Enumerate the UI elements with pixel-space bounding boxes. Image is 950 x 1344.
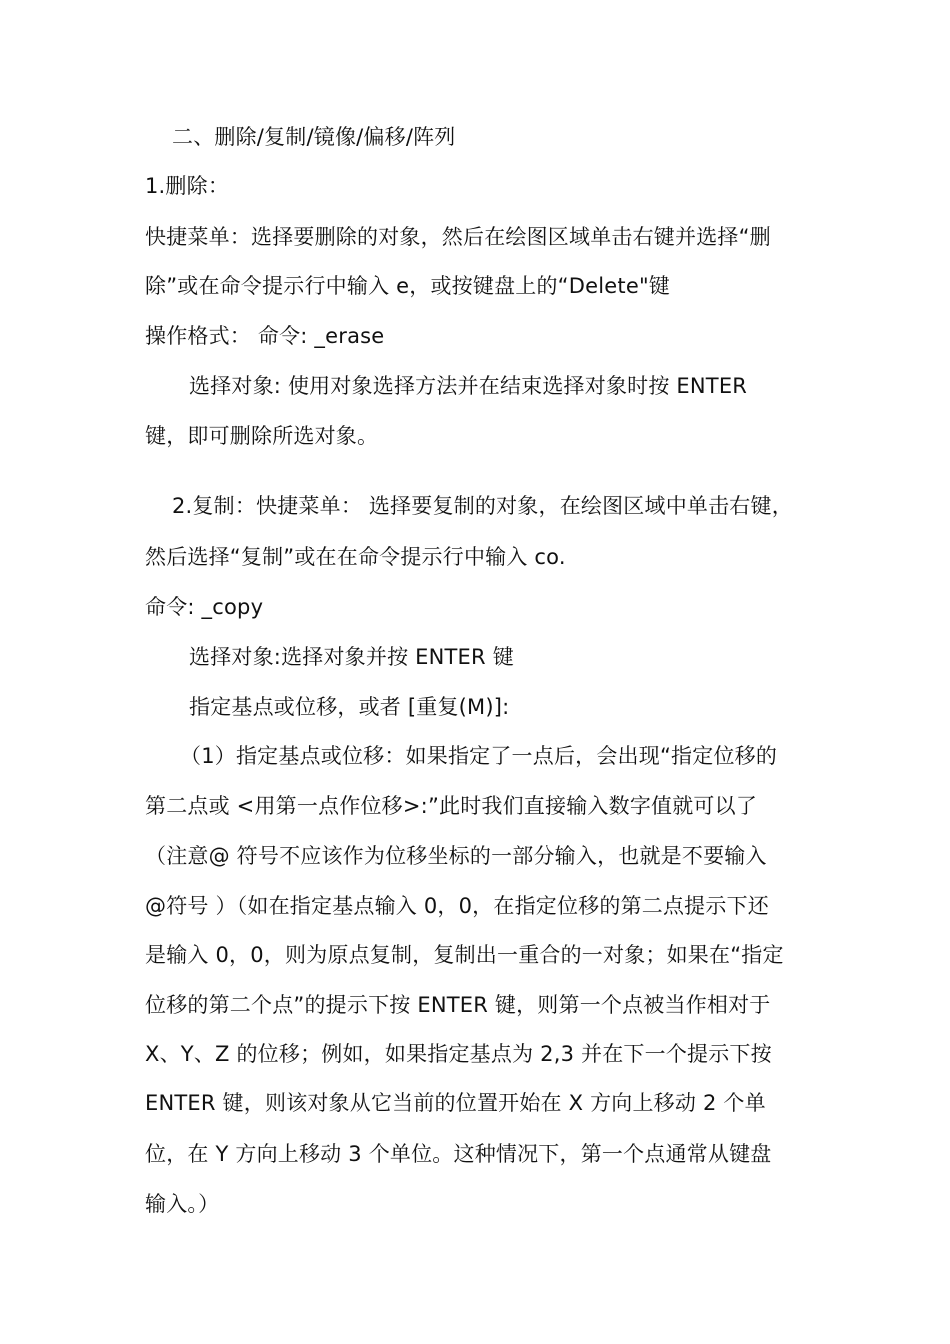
copy-command: 命令: _copy xyxy=(145,595,264,619)
copy-note-line-9: 位，在 Y 方向上移动 3 个单位。这种情况下，第一个点通常从键盘 xyxy=(145,1142,772,1166)
copy-note-line-2: 第二点或 <用第一点作位移>:”此时我们直接输入数字值就可以了 xyxy=(145,794,758,818)
copy-note-line-6: 位移的第二个点”的提示下按 ENTER 键，则第一个点被当作相对于 xyxy=(145,993,771,1017)
section-title: 二、删除/复制/镜像/偏移/阵列 xyxy=(172,125,456,149)
copy-note-line-4: @符号 ）（如在指定基点输入 0，0，在指定位移的第二点提示下还 xyxy=(145,894,769,918)
copy-select: 选择对象:选择对象并按 ENTER 键 xyxy=(189,645,514,669)
copy-note-line-10: 输入。） xyxy=(145,1192,220,1216)
copy-heading-line-2: 然后选择“复制”或在在命令提示行中输入 co. xyxy=(145,545,566,569)
delete-command-format: 操作格式： 命令: _erase xyxy=(145,324,385,348)
copy-base-point: 指定基点或位移，或者 [重复(M)]: xyxy=(189,695,510,719)
copy-note-line-1: （1）指定基点或位移：如果指定了一点后，会出现“指定位移的 xyxy=(180,744,778,768)
copy-note-line-8: ENTER 键，则该对象从它当前的位置开始在 X 方向上移动 2 个单 xyxy=(145,1091,766,1115)
delete-select-line-2: 键，即可删除所选对象。 xyxy=(145,424,379,448)
delete-shortcut-line-2: 除”或在命令提示行中输入 e，或按键盘上的“Delete"键 xyxy=(145,274,671,298)
delete-heading: 1.删除： xyxy=(145,174,230,198)
copy-note-line-3: （注意@ 符号不应该作为位移坐标的一部分输入，也就是不要输入 xyxy=(145,844,767,868)
copy-note-line-5: 是输入 0，0，则为原点复制，复制出一重合的一对象；如果在“指定 xyxy=(145,943,784,967)
copy-note-line-7: X、Y、Z 的位移；例如，如果指定基点为 2,3 并在下一个提示下按 xyxy=(145,1042,772,1066)
delete-select-line-1: 选择对象: 使用对象选择方法并在结束选择对象时按 ENTER xyxy=(189,374,748,398)
copy-heading-line-1: 2.复制：快捷菜单： 选择要复制的对象，在绘图区域中单击右键， xyxy=(172,494,793,518)
delete-shortcut-line-1: 快捷菜单：选择要删除的对象，然后在绘图区域单击右键并选择“删 xyxy=(145,225,771,249)
